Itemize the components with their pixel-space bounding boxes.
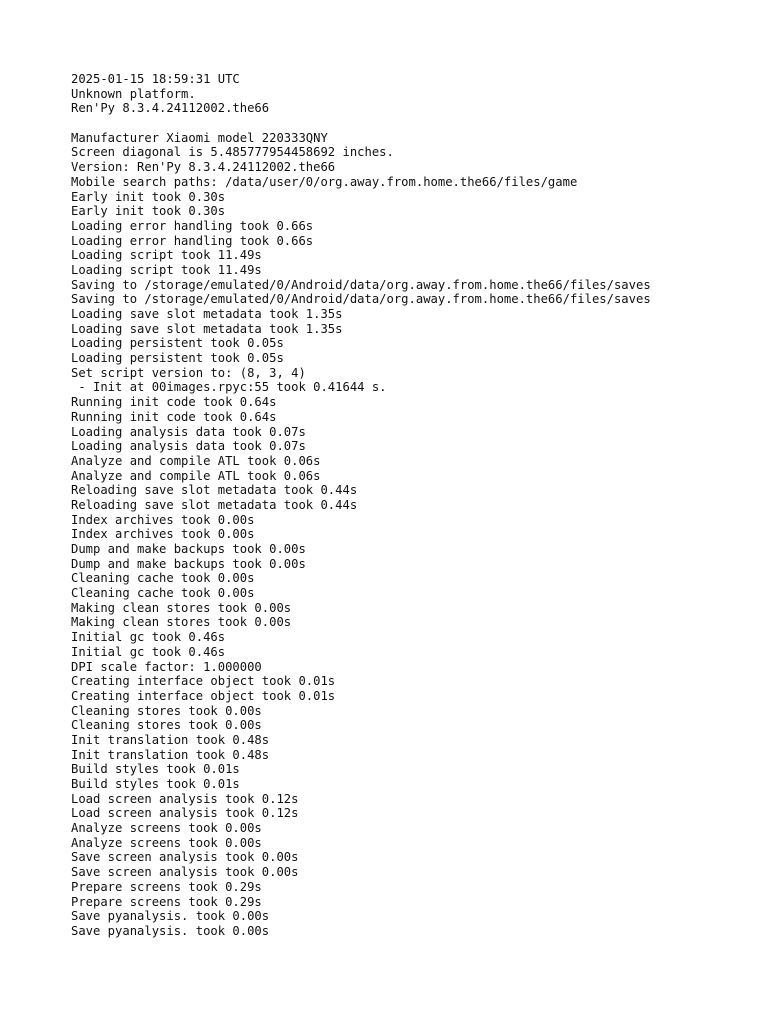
log-line: Dump and make backups took 0.00s: [71, 556, 306, 571]
log-line: Creating interface object took 0.01s: [71, 688, 336, 703]
log-line: - Init at 00images.rpyc:55 took 0.41644 s.: [71, 380, 387, 395]
log-line: Cleaning cache took 0.00s: [71, 586, 255, 601]
log-line: Index archives took 0.00s: [71, 512, 255, 527]
log-line: Init translation took 0.48s: [71, 747, 270, 762]
log-line: Reloading save slot metadata took 0.44s: [71, 483, 358, 498]
header-line: Unknown platform.: [71, 86, 196, 101]
log-line: Version: Ren'Py 8.3.4.24112002.the66: [71, 160, 336, 175]
log-line: Loading save slot metadata took 1.35s: [71, 321, 343, 336]
log-line: Load screen analysis took 0.12s: [71, 806, 299, 821]
log-line: Build styles took 0.01s: [71, 762, 240, 777]
log-line: Loading analysis data took 0.07s: [71, 439, 306, 454]
log-line: Initial gc took 0.46s: [71, 644, 226, 659]
header-line: 2025-01-15 18:59:31 UTC: [71, 72, 240, 86]
log-line: Cleaning cache took 0.00s: [71, 571, 255, 586]
log-line: Loading save slot metadata took 1.35s: [71, 307, 343, 321]
log-line: Running init code took 0.64s: [71, 395, 277, 410]
log-line: Initial gc took 0.46s: [71, 630, 226, 645]
log-body: [71, 131, 751, 939]
log-line: Cleaning stores took 0.00s: [71, 703, 262, 718]
log-line: Save pyanalysis. took 0.00s: [71, 923, 270, 938]
log-line: Saving to /storage/emulated/0/Android/data/org.away.from.home.the66/files/saves: [71, 277, 651, 292]
log-line: Analyze screens took 0.00s: [71, 821, 262, 836]
log-line: Manufacturer Xiaomi model 220333QNY: [71, 130, 328, 145]
header-line: Ren'Py 8.3.4.24112002.the66: [71, 101, 270, 116]
log-line: Index archives took 0.00s: [71, 527, 255, 542]
log-line: Save pyanalysis. took 0.00s: [71, 909, 270, 924]
log-line: Loading persistent took 0.05s: [71, 351, 284, 366]
log-line: Analyze and compile ATL took 0.06s: [71, 453, 321, 468]
log-line: Save screen analysis took 0.00s: [71, 850, 299, 865]
log-line: Set script version to: (8, 3, 4): [71, 365, 306, 380]
log-line: Early init took 0.30s: [71, 204, 226, 219]
log-line: Load screen analysis took 0.12s: [71, 791, 299, 806]
log-line: Loading persistent took 0.05s: [71, 336, 284, 351]
blank-line: [71, 116, 751, 131]
log-line: Mobile search paths: /data/user/0/org.away.from.home.the66/files/game: [71, 174, 578, 189]
log-line: Loading error handling took 0.66s: [71, 233, 314, 248]
log-line: Dump and make backups took 0.00s: [71, 542, 306, 556]
log-line: Init translation took 0.48s: [71, 732, 270, 747]
log-line: Loading script took 11.49s: [71, 262, 262, 277]
log-header: [71, 72, 751, 116]
log-line: Saving to /storage/emulated/0/Android/data/org.away.from.home.the66/files/saves: [71, 292, 651, 307]
log-line: Save screen analysis took 0.00s: [71, 865, 299, 880]
log-line: Running init code took 0.64s: [71, 409, 277, 424]
log-line: Loading error handling took 0.66s: [71, 218, 314, 233]
log-line: Early init took 0.30s: [71, 189, 226, 204]
log-line: Build styles took 0.01s: [71, 777, 240, 791]
log-line: Loading script took 11.49s: [71, 248, 262, 263]
log-line: Cleaning stores took 0.00s: [71, 718, 262, 733]
log-line: Creating interface object took 0.01s: [71, 674, 336, 689]
log-document: [71, 72, 751, 939]
log-line: Analyze and compile ATL took 0.06s: [71, 468, 321, 483]
log-line: DPI scale factor: 1.000000: [71, 659, 262, 674]
log-line: Making clean stores took 0.00s: [71, 600, 292, 615]
log-line: Loading analysis data took 0.07s: [71, 424, 306, 439]
log-line: Screen diagonal is 5.485777954458692 inches.: [71, 145, 394, 160]
log-line: Prepare screens took 0.29s: [71, 879, 262, 894]
log-line: Making clean stores took 0.00s: [71, 615, 292, 630]
log-line: Prepare screens took 0.29s: [71, 894, 262, 909]
log-line: Analyze screens took 0.00s: [71, 835, 262, 850]
log-line: Reloading save slot metadata took 0.44s: [71, 497, 358, 512]
